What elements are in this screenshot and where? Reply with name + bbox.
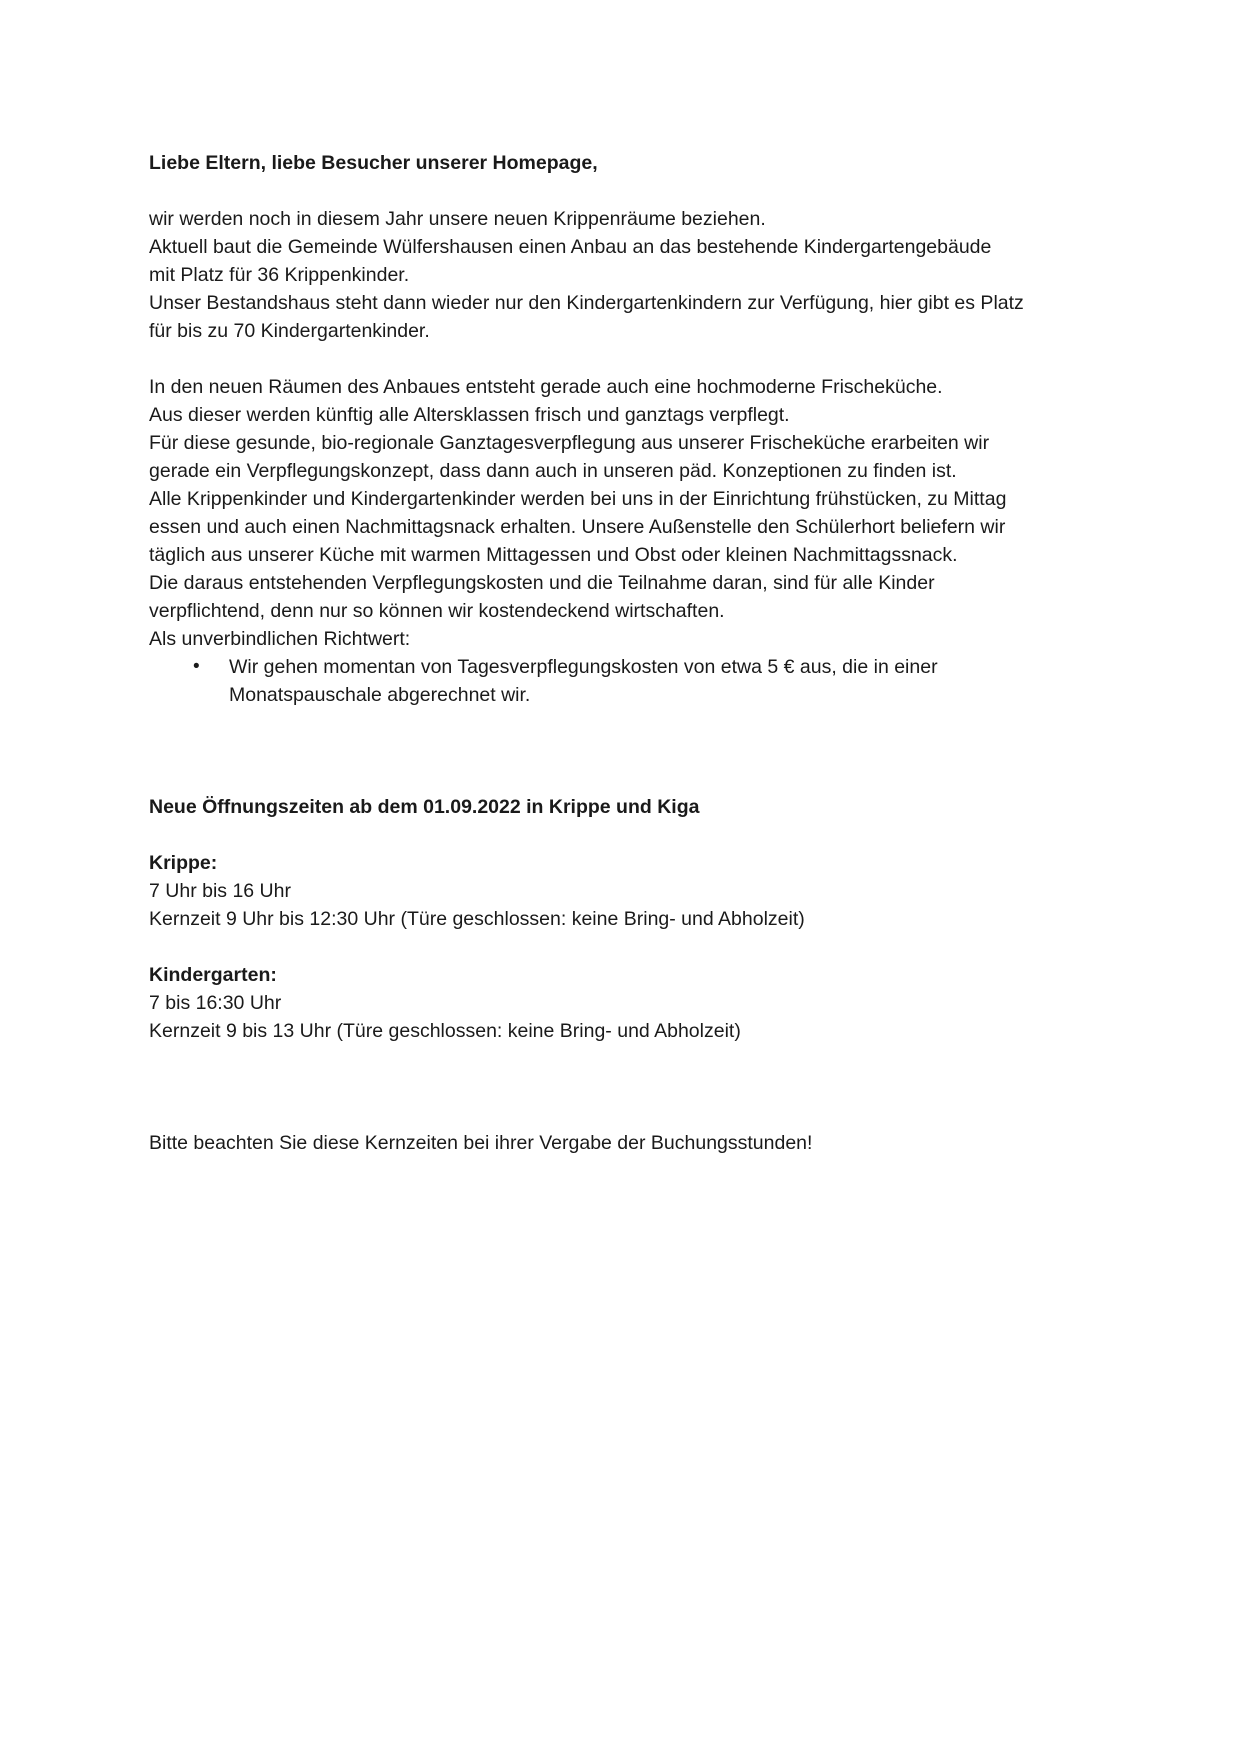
kindergarten-section xyxy=(149,961,1099,1045)
paragraph-line: Alle Krippenkinder und Kindergartenkinder werden bei uns in der Einrichtung frühstücken, zu Mittag xyxy=(149,488,1007,510)
paragraph-line: für bis zu 70 Kindergartenkinder. xyxy=(149,320,430,342)
paragraph-line: Als unverbindlichen Richtwert: xyxy=(149,628,411,650)
spacer xyxy=(149,1073,1099,1101)
spacer xyxy=(149,345,1099,373)
paragraph-line: In den neuen Räumen des Anbaues entsteht gerade auch eine hochmoderne Frischeküche. xyxy=(149,376,943,398)
kindergarten-title: Kindergarten: xyxy=(149,964,277,986)
spacer xyxy=(149,821,1099,849)
kindergarten-hours: 7 bis 16:30 Uhr xyxy=(149,992,282,1014)
bullet-icon: • xyxy=(193,656,200,677)
closing-note: Bitte beachten Sie diese Kernzeiten bei ihrer Vergabe der Buchungsstunden! xyxy=(149,1132,813,1154)
bullet-line: Monatspauschale abgerechnet wir. xyxy=(229,684,531,706)
spacer xyxy=(149,1045,1099,1073)
kindergarten-core-time: Kernzeit 9 bis 13 Uhr (Türe geschlossen: keine Bring- und Abholzeit) xyxy=(149,1020,741,1042)
paragraph-line: Für diese gesunde, bio-regionale Ganztagesverpflegung aus unserer Frischeküche erarbeiten wir xyxy=(149,432,990,454)
krippe-section xyxy=(149,849,1099,933)
paragraph-line: täglich aus unserer Küche mit warmen Mittagessen und Obst oder kleinen Nachmittagssnack. xyxy=(149,544,958,566)
paragraph-line: gerade ein Verpflegungskonzept, dass dann auch in unseren päd. Konzeptionen zu finden ist. xyxy=(149,460,957,482)
krippe-core-time: Kernzeit 9 Uhr bis 12:30 Uhr (Türe geschlossen: keine Bring- und Abholzeit) xyxy=(149,908,805,930)
spacer xyxy=(149,177,1099,205)
bullet-list-item xyxy=(149,653,1099,709)
spacer xyxy=(149,933,1099,961)
paragraph-line: essen und auch einen Nachmittagsnack erhalten. Unsere Außenstelle den Schülerhort beliefern wir xyxy=(149,516,1006,538)
paragraph-line: verpflichtend, denn nur so können wir kostendeckend wirtschaften. xyxy=(149,600,725,622)
bullet-line: Wir gehen momentan von Tagesverpflegungskosten von etwa 5 € aus, die in einer xyxy=(229,656,938,678)
paragraph-line: Die daraus entstehenden Verpflegungskosten und die Teilnahme daran, sind für alle Kinder xyxy=(149,572,935,594)
paragraph-line: Unser Bestandshaus steht dann wieder nur den Kindergartenkindern zur Verfügung, hier gibt es Platz xyxy=(149,292,1024,314)
paragraph-line: wir werden noch in diesem Jahr unsere neuen Krippenräume beziehen. xyxy=(149,208,766,230)
krippe-hours: 7 Uhr bis 16 Uhr xyxy=(149,880,291,902)
paragraph-new-rooms xyxy=(149,205,1099,345)
greeting-heading: Liebe Eltern, liebe Besucher unserer Homepage, xyxy=(149,152,598,174)
paragraph-line: Aus dieser werden künftig alle Altersklassen frisch und ganztags verpflegt. xyxy=(149,404,790,426)
paragraph-kitchen xyxy=(149,373,1099,653)
opening-hours-heading: Neue Öffnungszeiten ab dem 01.09.2022 in Krippe und Kiga xyxy=(149,796,700,818)
paragraph-line: mit Platz für 36 Krippenkinder. xyxy=(149,264,410,286)
document-body xyxy=(149,149,1099,1157)
spacer xyxy=(149,765,1099,793)
krippe-title: Krippe: xyxy=(149,852,218,874)
spacer xyxy=(149,709,1099,737)
spacer xyxy=(149,737,1099,765)
spacer xyxy=(149,1101,1099,1129)
paragraph-line: Aktuell baut die Gemeinde Wülfershausen einen Anbau an das bestehende Kindergartengebäude xyxy=(149,236,992,258)
